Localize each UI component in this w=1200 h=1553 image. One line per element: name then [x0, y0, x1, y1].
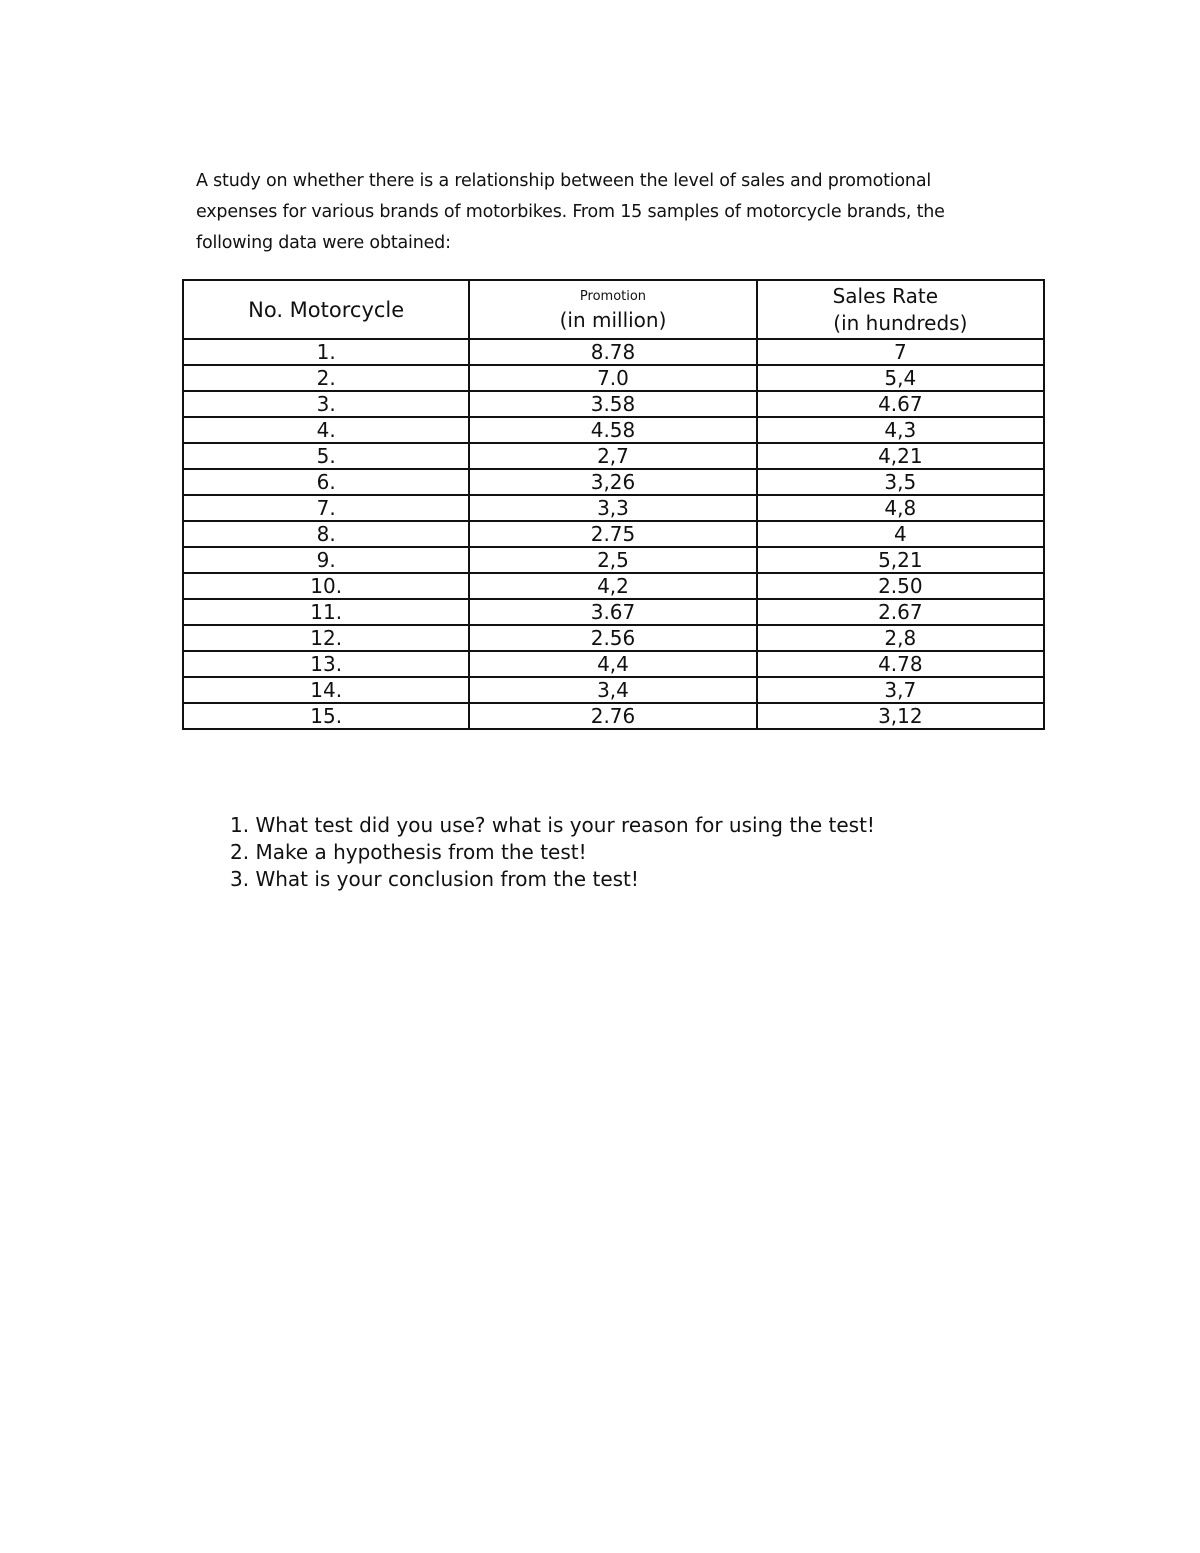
cell-promotion: 3,3: [469, 495, 756, 521]
table-row: [183, 651, 1044, 677]
cell-promotion: 4.58: [469, 417, 756, 443]
cell-promotion: 8.78: [469, 339, 756, 365]
cell-sales-rate: 5,4: [757, 365, 1044, 391]
intro-line: following data were obtained:: [196, 233, 451, 253]
intro-line: expenses for various brands of motorbikes. From 15 samples of motorcycle brands, the: [196, 202, 945, 222]
cell-sales-rate: 3,12: [757, 703, 1044, 729]
table-row: [183, 469, 1044, 495]
table-row: [183, 365, 1044, 391]
table-row: [183, 599, 1044, 625]
cell-no: 12.: [183, 625, 469, 651]
cell-sales-rate: 2.50: [757, 573, 1044, 599]
question-item: 1. What test did you use? what is your reason for using the test!: [230, 813, 875, 837]
table-row: [183, 495, 1044, 521]
header-sales-rate: [757, 280, 1044, 339]
intro-paragraph: [196, 166, 996, 259]
table-row: [183, 703, 1044, 729]
table-row: [183, 391, 1044, 417]
cell-sales-rate: 2,8: [757, 625, 1044, 651]
table-row: [183, 339, 1044, 365]
cell-no: 14.: [183, 677, 469, 703]
cell-no: 8.: [183, 521, 469, 547]
question-item: 3. What is your conclusion from the test!: [230, 867, 639, 891]
cell-promotion: 3.67: [469, 599, 756, 625]
header-promotion-unit: (in million): [559, 307, 667, 332]
cell-sales-rate: 4.67: [757, 391, 1044, 417]
cell-promotion: 3,4: [469, 677, 756, 703]
cell-promotion: 2,7: [469, 443, 756, 469]
cell-no: 6.: [183, 469, 469, 495]
cell-promotion: 3,26: [469, 469, 756, 495]
cell-promotion: 2.75: [469, 521, 756, 547]
cell-no: 4.: [183, 417, 469, 443]
cell-sales-rate: 4: [757, 521, 1044, 547]
header-no-motorcycle: [183, 280, 469, 339]
cell-no: 10.: [183, 573, 469, 599]
header-promotion-label: Promotion: [579, 288, 647, 304]
cell-no: 9.: [183, 547, 469, 573]
cell-promotion: 2.76: [469, 703, 756, 729]
cell-sales-rate: 4,3: [757, 417, 1044, 443]
cell-promotion: 2,5: [469, 547, 756, 573]
cell-promotion: 4,4: [469, 651, 756, 677]
cell-no: 1.: [183, 339, 469, 365]
question-list: [230, 812, 875, 893]
cell-promotion: 2.56: [469, 625, 756, 651]
cell-no: 5.: [183, 443, 469, 469]
cell-sales-rate: 2.67: [757, 599, 1044, 625]
table-row: [183, 625, 1044, 651]
cell-promotion: 7.0: [469, 365, 756, 391]
data-table: [182, 279, 1045, 730]
cell-sales-rate: 4,21: [757, 443, 1044, 469]
header-sales-label: Sales Rate: [832, 283, 939, 308]
table-row: [183, 521, 1044, 547]
table-row: [183, 573, 1044, 599]
table-body: [183, 339, 1044, 729]
header-promotion: [469, 280, 756, 339]
table-row: [183, 677, 1044, 703]
cell-promotion: 4,2: [469, 573, 756, 599]
header-sales-unit: (in hundreds): [833, 310, 968, 335]
cell-no: 7.: [183, 495, 469, 521]
cell-sales-rate: 4.78: [757, 651, 1044, 677]
cell-no: 15.: [183, 703, 469, 729]
cell-sales-rate: 3,5: [757, 469, 1044, 495]
cell-sales-rate: 5,21: [757, 547, 1044, 573]
intro-line: A study on whether there is a relationship between the level of sales and promotional: [196, 171, 932, 191]
cell-sales-rate: 4,8: [757, 495, 1044, 521]
cell-sales-rate: 3,7: [757, 677, 1044, 703]
header-no-label: No. Motorcycle: [248, 297, 405, 322]
cell-sales-rate: 7: [757, 339, 1044, 365]
cell-no: 3.: [183, 391, 469, 417]
table-header-row: [183, 280, 1044, 339]
cell-no: 13.: [183, 651, 469, 677]
cell-no: 11.: [183, 599, 469, 625]
table-row: [183, 417, 1044, 443]
question-item: 2. Make a hypothesis from the test!: [230, 840, 587, 864]
table-row: [183, 443, 1044, 469]
cell-no: 2.: [183, 365, 469, 391]
cell-promotion: 3.58: [469, 391, 756, 417]
table-row: [183, 547, 1044, 573]
